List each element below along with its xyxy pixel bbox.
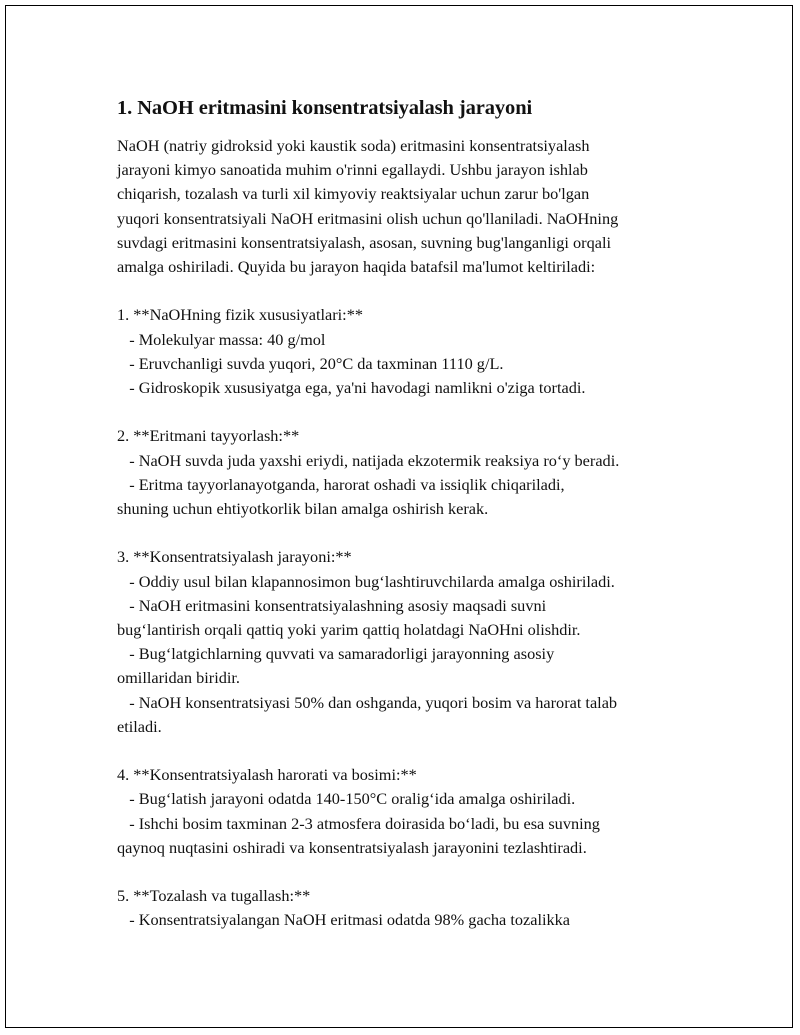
section-line: - Eritma tayyorlanayotganda, harorat oshadi va issiqlik chiqariladi,: [117, 474, 565, 494]
intro-line: chiqarish, tozalash va turli xil kimyoviy reaktsiyalar uchun zarur bo'lgan: [117, 184, 590, 204]
section-line: - NaOH eritmasini konsentratsiyalashning asosiy maqsadi suvni: [117, 595, 547, 615]
section-line: - Gidroskopik xususiyatga ega, ya'ni havodagi namlikni o'ziga tortadi.: [117, 378, 586, 398]
section-line: qaynoq nuqtasini oshiradi va konsentratsiyalash jarayonini tezlashtiradi.: [117, 837, 587, 857]
section-concentration-process: [117, 545, 717, 739]
section-line: - Molekulyar massa: 40 g/mol: [117, 329, 326, 349]
intro-line: jarayoni kimyo sanoatida muhim o'rinni egallaydi. Ushbu jarayon ishlab: [117, 160, 588, 180]
paragraph-spacer: [117, 400, 717, 424]
intro-paragraph: [117, 134, 717, 279]
section-line: omillaridan biridir.: [117, 668, 240, 688]
section-line: - Ishchi bosim taxminan 2-3 atmosfera doirasida bo‘ladi, bu esa suvning: [117, 813, 600, 833]
document-body: [117, 92, 717, 933]
section-temperature-pressure: [117, 763, 717, 860]
intro-line: NaOH (natriy gidroksid yoki kaustik soda) eritmasini konsentratsiyalash: [117, 136, 590, 155]
section-heading: 1. **NaOHning fizik xususiyatlari:**: [117, 305, 363, 325]
section-heading: 4. **Konsentratsiyalash harorati va bosimi:**: [117, 765, 417, 785]
section-purification: [117, 884, 717, 932]
paragraph-spacer: [117, 279, 717, 303]
section-line: - NaOH konsentratsiyasi 50% dan oshganda, yuqori bosim va harorat talab: [117, 692, 618, 712]
paragraph-spacer: [117, 739, 717, 763]
section-line: - NaOH suvda juda yaxshi eriydi, natijada ekzotermik reaksiya ro‘y beradi.: [117, 450, 620, 470]
intro-line: suvdagi eritmasini konsentratsiyalash, asosan, suvning bug'langanligi orqali: [117, 232, 612, 252]
section-heading: 2. **Eritmani tayyorlash:**: [117, 426, 300, 446]
section-line: bug‘lantirish orqali qattiq yoki yarim qattiq holatdagi NaOHni olishdir.: [117, 620, 581, 640]
section-heading: 3. **Konsentratsiyalash jarayoni:**: [117, 547, 352, 567]
paragraph-spacer: [117, 860, 717, 884]
section-line: - Bug‘latish jarayoni odatda 140-150°C oralig‘ida amalga oshiriladi.: [117, 789, 576, 809]
section-line: - Bug‘latgichlarning quvvati va samaradorligi jarayonning asosiy: [117, 644, 555, 664]
document-title: 1. NaOH eritmasini konsentratsiyalash jarayoni: [117, 97, 533, 119]
section-line: - Konsentratsiyalangan NaOH eritmasi odatda 98% gacha tozalikka: [117, 910, 571, 930]
section-line: - Eruvchanligi suvda yuqori, 20°C da taxminan 1110 g/L.: [117, 353, 504, 373]
section-heading: 5. **Tozalash va tugallash:**: [117, 886, 311, 906]
section-line: shuning uchun ehtiyotkorlik bilan amalga oshirish kerak.: [117, 499, 489, 519]
intro-line: yuqori konsentratsiyali NaOH eritmasini olish uchun qo'llaniladi. NaOHning: [117, 208, 619, 228]
section-line: etiladi.: [117, 716, 162, 736]
section-line: - Oddiy usul bilan klapannosimon bug‘lashtiruvchilarda amalga oshiriladi.: [117, 571, 615, 591]
paragraph-spacer: [117, 521, 717, 545]
section-solution-preparation: [117, 424, 717, 521]
intro-line: amalga oshiriladi. Quyida bu jarayon haqida batafsil ma'lumot keltiriladi:: [117, 257, 596, 277]
section-physical-properties: [117, 303, 717, 400]
